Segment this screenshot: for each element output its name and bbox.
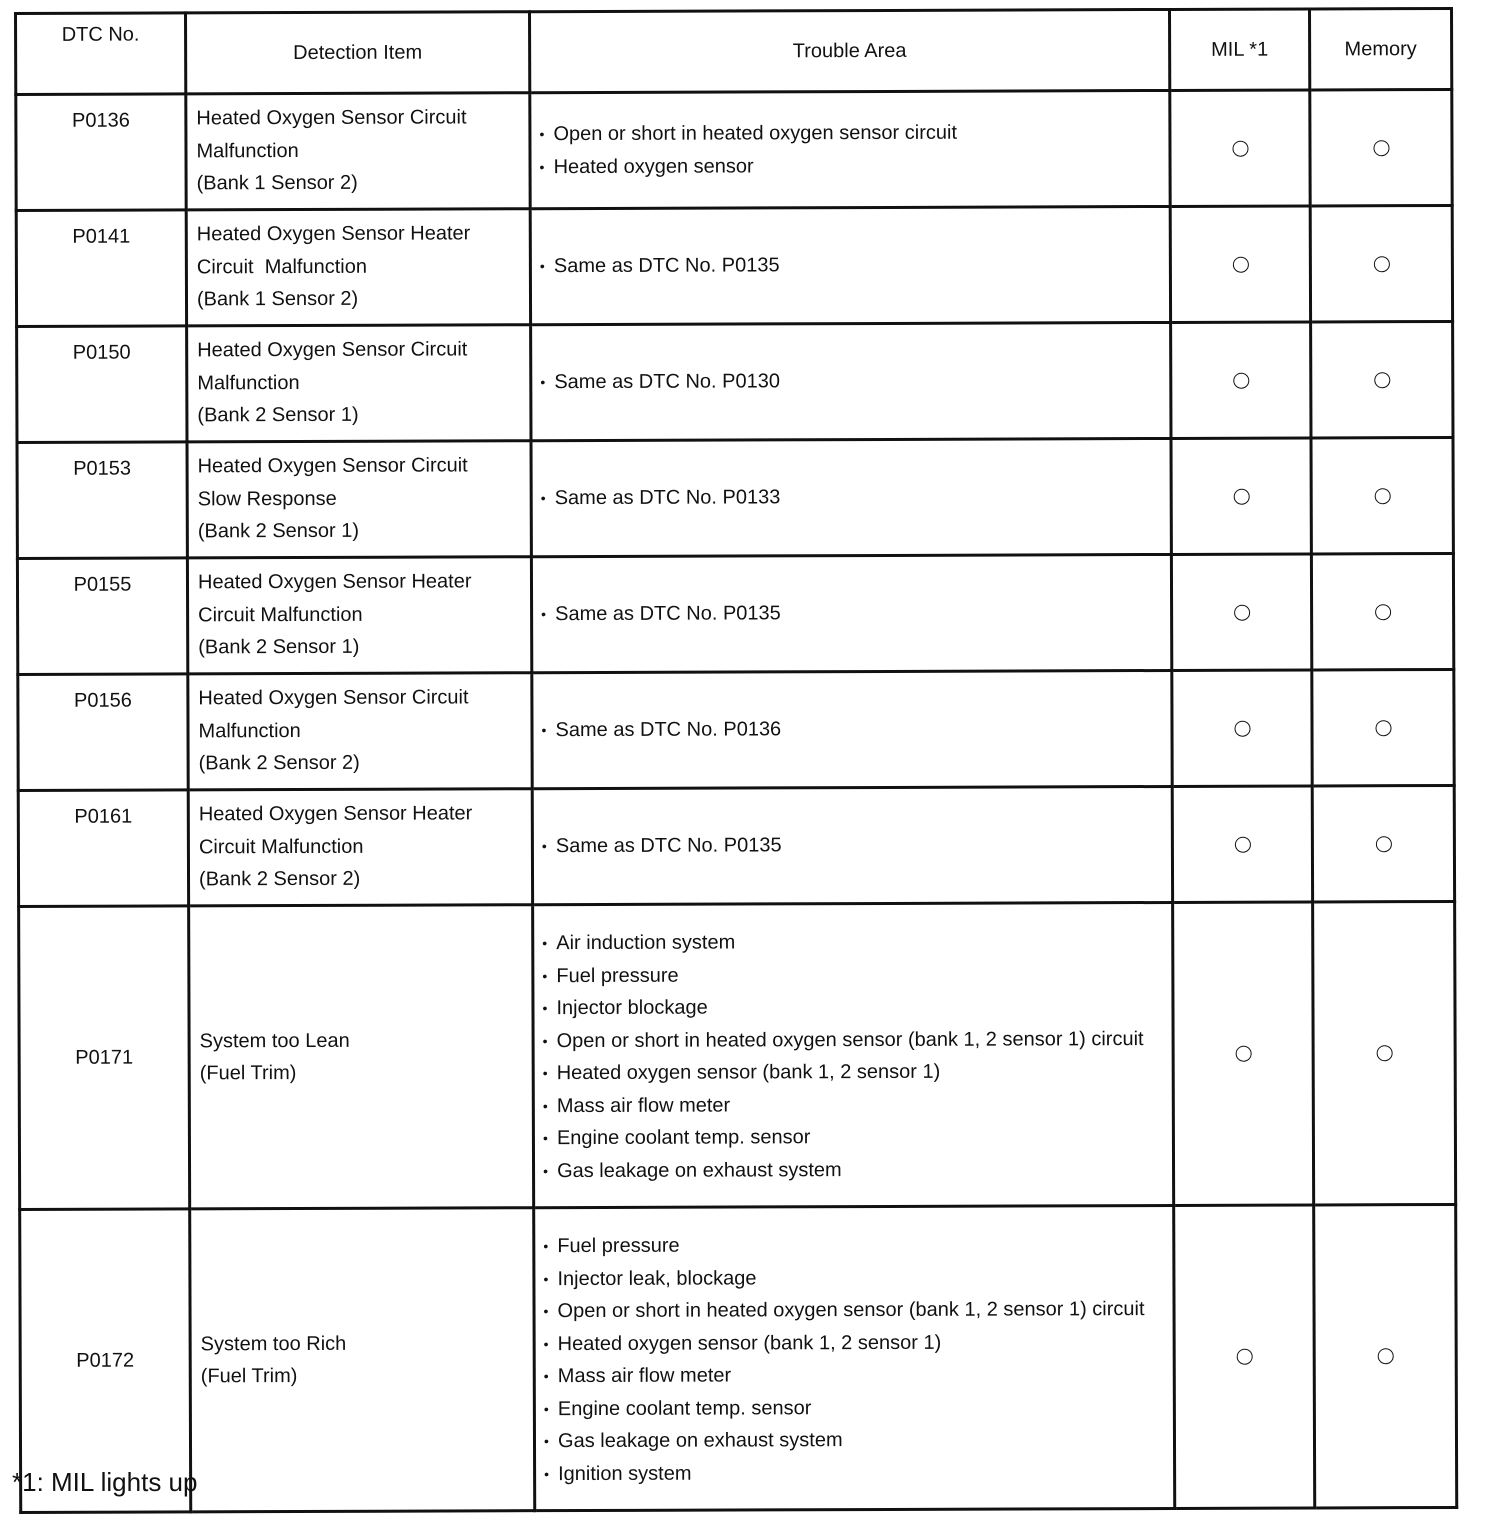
trouble-area: [533, 902, 1174, 1207]
trouble-item: • Open or short in heated oxygen sensor (bank 1, 2 sensor 1) circuit: [543, 1293, 1164, 1328]
circle-icon: [1234, 837, 1250, 853]
header-memory: Memory: [1309, 8, 1451, 89]
dtc-table: [14, 7, 1458, 1514]
detection-item: [190, 1208, 535, 1512]
memory-cell: [1310, 89, 1452, 205]
dtc-code: P0155: [17, 558, 187, 675]
trouble-area: [530, 206, 1170, 324]
circle-icon: [1376, 1046, 1392, 1062]
dtc-code: P0141: [16, 210, 186, 327]
trouble-item: • Open or short in heated oxygen sensor (bank 1, 2 sensor 1) circuit: [543, 1022, 1164, 1057]
detection-line: (Fuel Trim): [199, 1062, 297, 1085]
detection-item: [186, 209, 530, 326]
circle-icon: [1233, 373, 1249, 389]
detection-item: [187, 441, 531, 558]
circle-icon: [1234, 605, 1250, 621]
trouble-area: [530, 90, 1170, 208]
trouble-item: • Mass air flow meter: [544, 1358, 1165, 1393]
detection-line: Heated Oxygen Sensor Circuit: [197, 454, 468, 478]
memory-cell: [1310, 205, 1452, 321]
table-row: [20, 1204, 1457, 1512]
detection-line: Heated Oxygen Sensor Circuit: [198, 686, 469, 710]
detection-line: Heated Oxygen Sensor Heater: [196, 222, 471, 246]
dtc-code: P0161: [18, 790, 188, 907]
trouble-item: • Same as DTC No. P0135: [542, 828, 1163, 863]
header-trouble-area: Trouble Area: [530, 9, 1170, 92]
trouble-item: • Heated oxygen sensor: [539, 148, 1160, 183]
trouble-item: • Heated oxygen sensor (bank 1, 2 sensor 1): [544, 1325, 1165, 1360]
circle-icon: [1375, 836, 1391, 852]
memory-cell: [1313, 901, 1456, 1204]
detection-line: Circuit Malfunction: [198, 603, 363, 626]
detection-item: [189, 905, 534, 1209]
dtc-code: P0136: [16, 94, 186, 211]
detection-line: (Bank 1 Sensor 2): [196, 171, 358, 195]
trouble-area: [531, 322, 1171, 440]
mil-cell: [1171, 438, 1311, 554]
circle-icon: [1374, 372, 1390, 388]
trouble-item: • Gas leakage on exhaust system: [544, 1423, 1165, 1458]
table-row: [17, 553, 1453, 674]
detection-line: Malfunction: [197, 371, 300, 394]
detection-line: (Bank 2 Sensor 1): [197, 519, 360, 543]
mil-cell: [1171, 322, 1311, 438]
trouble-area: [531, 554, 1171, 672]
trouble-item: • Gas leakage on exhaust system: [543, 1152, 1164, 1187]
memory-cell: [1311, 553, 1453, 669]
trouble-item: • Same as DTC No. P0135: [540, 248, 1161, 283]
table-row: [18, 785, 1454, 906]
detection-line: Heated Oxygen Sensor Heater: [198, 802, 473, 826]
circle-icon: [1373, 256, 1389, 272]
trouble-list: [543, 1228, 1165, 1490]
trouble-list: [539, 116, 1160, 183]
detection-line: Heated Oxygen Sensor Heater: [197, 570, 472, 594]
detection-item: [186, 93, 530, 210]
trouble-item: • Heated oxygen sensor (bank 1, 2 sensor 1): [543, 1055, 1164, 1090]
detection-line: Heated Oxygen Sensor Circuit: [197, 338, 468, 362]
mil-cell: [1173, 902, 1314, 1205]
detection-line: Malfunction: [198, 719, 301, 742]
dtc-code: P0150: [17, 326, 187, 443]
dtc-code: P0171: [19, 906, 190, 1210]
trouble-item: • Same as DTC No. P0136: [541, 712, 1162, 747]
trouble-item: • Ignition system: [544, 1455, 1165, 1490]
table-row: [16, 89, 1452, 210]
detection-item: [187, 325, 531, 442]
circle-icon: [1233, 489, 1249, 505]
circle-icon: [1235, 1046, 1251, 1062]
trouble-item: • Same as DTC No. P0133: [541, 480, 1162, 515]
mil-cell: [1172, 786, 1312, 902]
mil-cell: [1170, 90, 1310, 206]
detection-line: Circuit Malfunction: [198, 835, 364, 858]
trouble-item: • Engine coolant temp. sensor: [543, 1120, 1164, 1155]
detection-line: Slow Response: [197, 487, 337, 510]
circle-icon: [1373, 140, 1389, 156]
table-row: [17, 437, 1453, 558]
trouble-item: • Fuel pressure: [542, 957, 1163, 992]
circle-icon: [1234, 721, 1250, 737]
mil-cell: [1170, 206, 1310, 322]
trouble-item: • Fuel pressure: [543, 1228, 1164, 1263]
detection-line: Circuit Malfunction: [196, 255, 367, 278]
trouble-list: [541, 596, 1162, 631]
memory-cell: [1312, 785, 1454, 901]
circle-icon: [1375, 604, 1391, 620]
detection-item: [187, 557, 531, 674]
circle-icon: [1232, 141, 1248, 157]
memory-cell: [1311, 437, 1453, 553]
detection-line: (Bank 2 Sensor 2): [198, 867, 361, 891]
memory-cell: [1311, 321, 1453, 437]
trouble-area: [531, 438, 1171, 556]
table-row: [19, 901, 1456, 1209]
trouble-item: • Same as DTC No. P0130: [540, 364, 1161, 399]
memory-cell: [1312, 669, 1454, 785]
trouble-item: • Engine coolant temp. sensor: [544, 1390, 1165, 1425]
trouble-list: [541, 480, 1162, 515]
mil-cell: [1171, 554, 1311, 670]
circle-icon: [1377, 1349, 1393, 1365]
trouble-list: [541, 712, 1162, 747]
header-dtc-no: DTC No.: [16, 13, 186, 95]
table-row: [18, 669, 1454, 790]
detection-line: (Bank 2 Sensor 1): [197, 403, 359, 427]
trouble-list: [542, 828, 1163, 863]
trouble-item: • Same as DTC No. P0135: [541, 596, 1162, 631]
dtc-code: P0153: [17, 442, 187, 559]
detection-line: (Bank 2 Sensor 1): [198, 635, 360, 659]
detection-line: Malfunction: [196, 139, 299, 162]
header-row: [16, 8, 1452, 94]
circle-icon: [1236, 1349, 1252, 1365]
memory-cell: [1314, 1204, 1457, 1507]
dtc-code: P0156: [18, 674, 188, 791]
header-mil: MIL *1: [1169, 9, 1309, 90]
table-row: [16, 205, 1452, 326]
trouble-item: • Injector blockage: [542, 990, 1163, 1025]
table-header: [16, 8, 1452, 94]
circle-icon: [1232, 257, 1248, 273]
trouble-list: [542, 925, 1164, 1187]
detection-line: (Bank 1 Sensor 2): [196, 287, 359, 311]
header-detection-item: Detection Item: [186, 12, 530, 94]
trouble-area: [534, 1205, 1175, 1510]
trouble-area: [532, 670, 1172, 788]
table-body: [16, 89, 1457, 1512]
trouble-item: • Injector leak, blockage: [543, 1260, 1164, 1295]
trouble-item: • Mass air flow meter: [543, 1087, 1164, 1122]
detection-item: [188, 789, 532, 906]
trouble-item: • Air induction system: [542, 925, 1163, 960]
circle-icon: [1375, 720, 1391, 736]
detection-line: (Bank 2 Sensor 2): [198, 751, 360, 775]
detection-line: Heated Oxygen Sensor Circuit: [196, 106, 467, 130]
mil-cell: [1174, 1205, 1315, 1508]
circle-icon: [1374, 488, 1390, 504]
detection-item: [188, 673, 532, 790]
detection-line: System too Lean: [199, 1029, 350, 1052]
footnote: *1: MIL lights up: [12, 1467, 198, 1497]
trouble-list: [540, 248, 1161, 283]
table-row: [17, 321, 1453, 442]
detection-line: System too Rich: [200, 1332, 347, 1355]
trouble-list: [540, 364, 1161, 399]
mil-cell: [1172, 670, 1312, 786]
dtc-code: P0172: [20, 1209, 191, 1513]
trouble-item: • Open or short in heated oxygen sensor circuit: [539, 116, 1160, 151]
detection-line: (Fuel Trim): [200, 1365, 298, 1388]
trouble-area: [532, 786, 1172, 904]
